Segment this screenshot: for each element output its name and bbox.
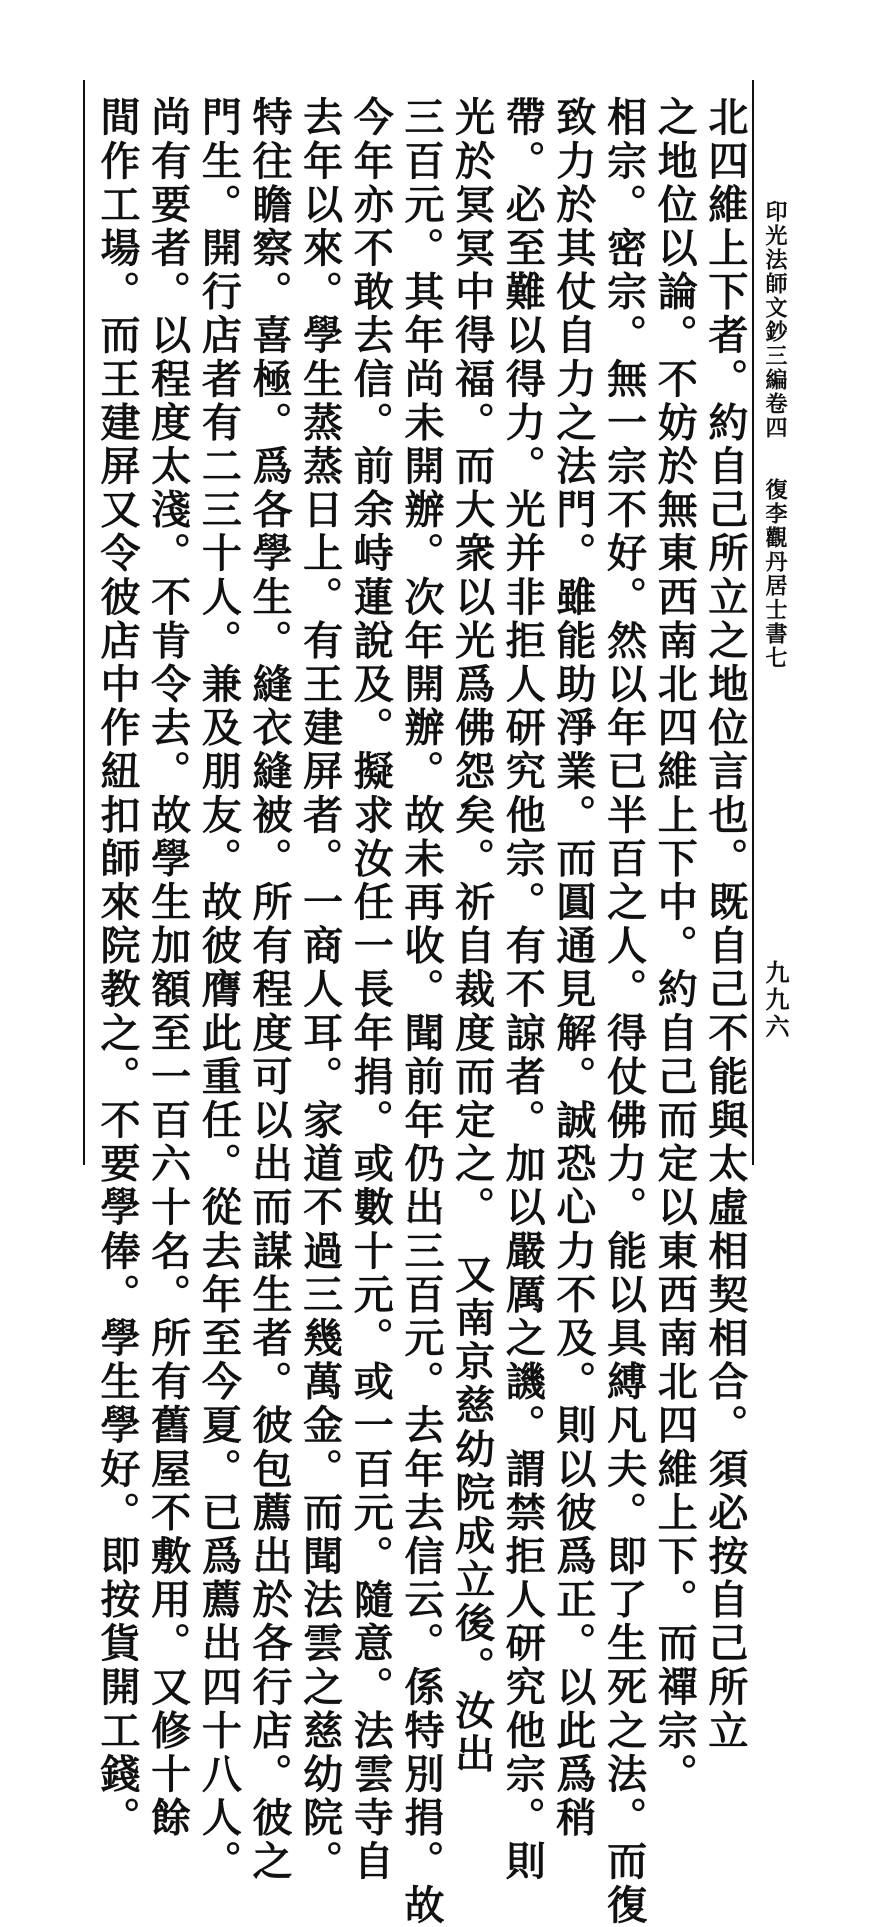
text-column: 帶。必至難以得力。光并非拒人研究他宗。有不諒者。加以嚴厲之譏。謂禁拒人研究他宗。則 — [499, 96, 547, 1884]
page-number: 九九六 — [761, 960, 790, 1041]
text-column: 特往瞻察。喜極。爲各學生。縫衣縫被。所有程度可以出而謀生者。彼包薦出於各行店。彼之 — [245, 96, 293, 1884]
book-title: 印光法師文鈔三編卷四 — [762, 200, 788, 440]
text-column: 光於冥冥中得福。而大衆以光爲佛怨矣。祈自裁度而定之。 又南京慈幼院成立後。汝出 — [448, 96, 496, 1777]
body-text — [94, 96, 749, 1927]
text-column: 三百元。其年尚未開辦。次年開辦。故未再收。聞前年仍出三百元。去年去信云。係特別捐。故 — [397, 96, 445, 1927]
text-column: 北四維上下者。約自己所立之地位言也。既自己不能與太虛相契相合。須必按自己所立 — [701, 96, 749, 1753]
text-column: 門生。開行店者有二三十人。兼及朋友。故彼膺此重任。從去年至今夏。已爲薦出四十八人。 — [195, 96, 243, 1884]
letter-title: 復李觀丹居士書七 — [762, 478, 788, 670]
text-column: 相宗。密宗。無一宗不好。然以年已半百之人。得仗佛力。能以具縛凡夫。即了生死之法。而復 — [600, 96, 648, 1927]
page-margin-header — [762, 200, 802, 1160]
text-column: 去年以來。學生蒸蒸日上。有王建屏者。一商人耳。家道不過三幾萬金。而聞法雲之慈幼院。 — [296, 96, 344, 1884]
right-border-rule — [752, 80, 754, 1165]
text-column: 致力於其仗自力之法門。雖能助淨業。而圓通見解。誠恐心力不及。則以彼爲正。以此爲稍 — [549, 96, 597, 1840]
text-column: 尚有要者。以程度太淺。不肯令去。故學生加額至一百六十名。所有舊屋不敷用。又修十餘 — [144, 96, 192, 1840]
text-column: 今年亦不敢去信。前余峙蓮說及。擬求汝任一長年捐。或數十元。或一百元。隨意。法雲寺自 — [347, 96, 395, 1884]
text-column: 間作工場。而王建屏又令彼店中作紐扣師來院教之。不要學俸。學生學好。即按貨開工錢。 — [94, 96, 141, 1840]
left-border-rule — [83, 80, 85, 1165]
text-column: 之地位以論。不妨於無東西南北四維上下中。約自己而定以東西南北四維上下。而禪宗。 — [651, 96, 699, 1797]
